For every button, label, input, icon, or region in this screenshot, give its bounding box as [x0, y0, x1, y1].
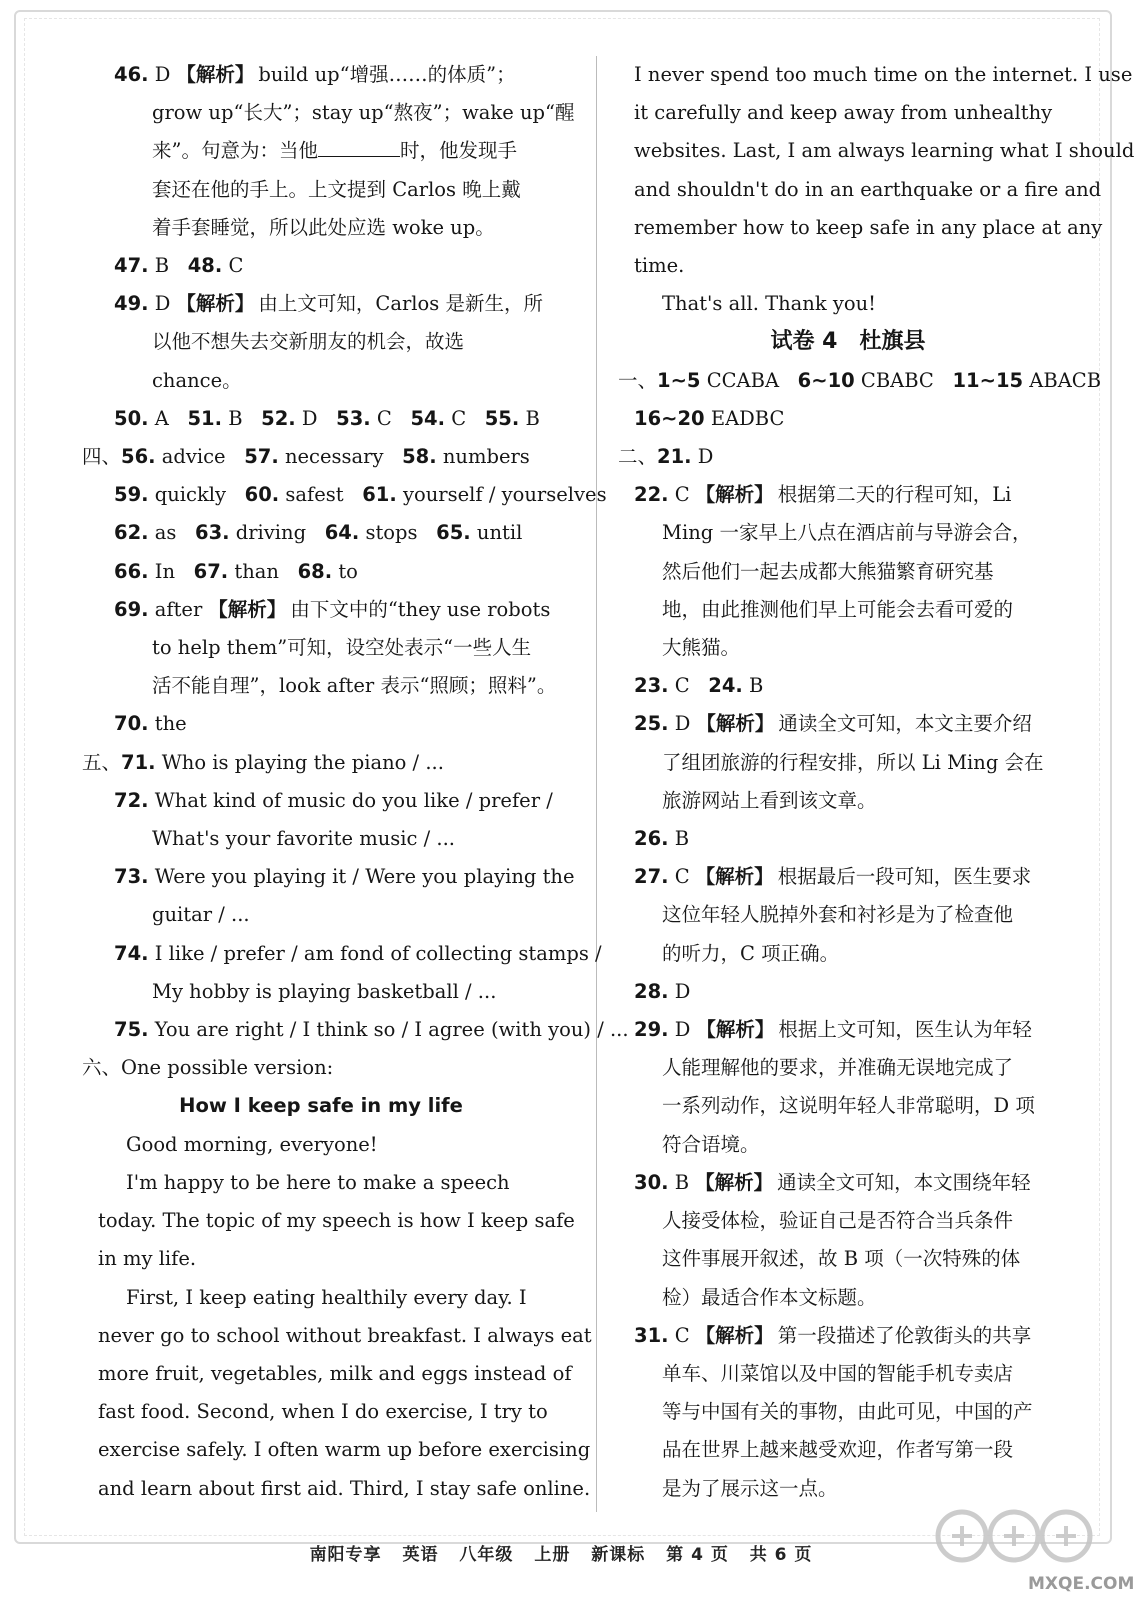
analysis-line: 这件事展开叙述，故 B 项（一次特殊的体: [662, 1247, 1021, 1271]
essay-line: Good morning, everyone!: [126, 1132, 378, 1156]
answer-47-48: 47. B 48. C: [114, 254, 244, 278]
analysis-line: 人接受体检，验证自己是否符合当兵条件: [662, 1209, 1014, 1233]
answer-30: 30. B 【解析】 通读全文可知，本文围绕年轻: [634, 1170, 1031, 1194]
answer-75: 75. You are right / I think so / I agree (with you) / ...: [114, 1018, 629, 1042]
answers-66-68: 66. In 67. than 68. to: [114, 559, 358, 583]
answer-73: 73. Were you playing it / Were you playing the: [114, 865, 575, 889]
answers-59-61: 59. quickly 60. safest 61. yourself / yourselves: [114, 483, 607, 507]
essay-line: First, I keep eating healthily every day. I: [126, 1285, 527, 1309]
section-1: 一、1~5 CCABA 6~10 CBABC 11~15 ABACB: [618, 368, 1102, 392]
answer-46: 46. D 【解析】 build up“增强……的体质”；: [114, 63, 516, 86]
essay-line: I'm happy to be here to make a speech: [126, 1170, 510, 1194]
analysis-line: 品在世界上越来越受欢迎，作者写第一段: [662, 1438, 1014, 1462]
right-column: [618, 56, 1134, 1508]
essay-line: fast food. Second, when I do exercise, I try to: [98, 1400, 548, 1424]
analysis-line: 地，由此推测他们早上可能会去看可爱的: [662, 597, 1014, 621]
analysis-line: 一系列动作，这说明年轻人非常聪明，D 项: [662, 1094, 1035, 1118]
analysis-line: 符合语境。: [662, 1132, 760, 1156]
essay-line: remember how to keep safe in any place at any: [634, 215, 1103, 239]
analysis-line: Ming 一家早上八点在酒店前与导游会合，: [662, 521, 1032, 545]
section-2: 二、21. D: [618, 445, 714, 469]
answer-line: What's your favorite music / ...: [152, 827, 455, 851]
answer-49: 49. D 【解析】 由上文可知，Carlos 是新生，所: [114, 292, 543, 316]
section-6: 六、One possible version:: [82, 1056, 334, 1080]
essay-line: in my life.: [98, 1247, 197, 1271]
analysis-line: 旅游网站上看到该文章。: [662, 788, 877, 812]
answer-31: 31. C 【解析】 第一段描述了伦敦街头的共享: [634, 1323, 1032, 1347]
answer-22: 22. C 【解析】 根据第二天的行程可知，Li: [634, 483, 1012, 507]
essay-line: websites. Last, I am always learning what I should: [634, 139, 1134, 163]
analysis-line: 这位年轻人脱掉外套和衬衫是为了检查他: [662, 903, 1014, 927]
section-5: 五、71. Who is playing the piano / ...: [82, 750, 444, 774]
analysis-line: 人能理解他的要求，并准确无误地完成了: [662, 1056, 1014, 1080]
answers-23-24: 23. C 24. B: [634, 674, 764, 698]
page-footer: 南阳专享 英语 八年级 上册 新课标 第 4 页 共 6 页: [309, 1545, 813, 1565]
answer-27: 27. C 【解析】 根据最后一段可知，医生要求: [634, 865, 1032, 889]
answer-74: 74. I like / prefer / am fond of collecting stamps /: [114, 941, 602, 965]
analysis-line: chance。: [152, 368, 242, 392]
analysis-line: 然后他们一起去成都大熊猫繁育研究基: [662, 559, 994, 583]
analysis-line: 大熊猫。: [662, 636, 741, 660]
section-title: 试卷 4 杜旗县: [770, 329, 926, 355]
analysis-line: 是为了展示这一点。: [662, 1476, 838, 1500]
answer-29: 29. D 【解析】 根据上文可知，医生认为年轻: [634, 1018, 1032, 1042]
left-column: [82, 56, 629, 1508]
analysis-line: 套还在他的手上。上文提到 Carlos 晚上戴: [152, 177, 521, 201]
section-1-cont: 16~20 EADBC: [634, 406, 785, 430]
answers-62-65: 62. as 63. driving 64. stops 65. until: [114, 521, 523, 545]
essay-line: and learn about first aid. Third, I stay safe online.: [98, 1476, 591, 1500]
essay-line: That's all. Thank you!: [662, 292, 877, 316]
essay-line: time.: [634, 254, 685, 278]
essay-line: never go to school without breakfast. I always eat: [98, 1323, 592, 1347]
essay-line: exercise safely. I often warm up before exercising: [98, 1438, 591, 1462]
analysis-line: 检）最适合作本文标题。: [662, 1285, 877, 1309]
essay-line: it carefully and keep away from unhealthy: [634, 101, 1053, 125]
essay-line: more fruit, vegetables, milk and eggs instead of: [98, 1361, 572, 1385]
answer-line: My hobby is playing basketball / ...: [152, 979, 497, 1003]
analysis-line: 着手套睡觉，所以此处应选 woke up。: [152, 215, 495, 239]
analysis-line: to help them”可知，设空处表示“一些人生: [152, 636, 532, 660]
answer-28: 28. D: [634, 979, 691, 1003]
section-4: 四、56. advice 57. necessary 58. numbers: [82, 445, 530, 469]
essay-title: How I keep safe in my life: [179, 1094, 463, 1118]
essay-line: and shouldn't do in an earthquake or a fire and: [634, 177, 1102, 201]
analysis-line: 单车、川菜馆以及中国的智能手机专卖店: [662, 1361, 1014, 1385]
analysis-line: 等与中国有关的事物，由此可见，中国的产: [662, 1400, 1033, 1424]
essay-line: I never spend too much time on the internet. I use: [634, 63, 1133, 86]
essay-line: today. The topic of my speech is how I keep safe: [98, 1209, 575, 1233]
column-divider: [596, 56, 597, 1512]
answer-line: guitar / ...: [152, 903, 250, 927]
answer-70: 70. the: [114, 712, 187, 736]
answers-50-55: 50. A 51. B 52. D 53. C 54. C 55. B: [114, 406, 540, 430]
watermark-text: MXQE.COM: [1028, 1574, 1134, 1594]
analysis-line: 的听力，C 项正确。: [662, 941, 840, 965]
answer-blank: [318, 138, 400, 157]
analysis-line: 来”。句意为：当他 时，他发现手: [152, 139, 517, 163]
analysis-line: 活不能自理”，look after 表示“照顾；照料”。: [152, 674, 557, 698]
answer-72: 72. What kind of music do you like / prefer /: [114, 788, 553, 812]
analysis-line: 了组团旅游的行程安排，所以 Li Ming 会在: [662, 750, 1044, 774]
answer-26: 26. B: [634, 827, 690, 851]
answer-69: 69. after 【解析】 由下文中的“they use robots: [114, 597, 551, 621]
analysis-line: 以他不想失去交新朋友的机会，故选: [152, 330, 465, 354]
answer-25: 25. D 【解析】 通读全文可知，本文主要介绍: [634, 712, 1032, 736]
analysis-line: grow up“长大”；stay up“熬夜”；wake up“醒: [152, 101, 575, 125]
